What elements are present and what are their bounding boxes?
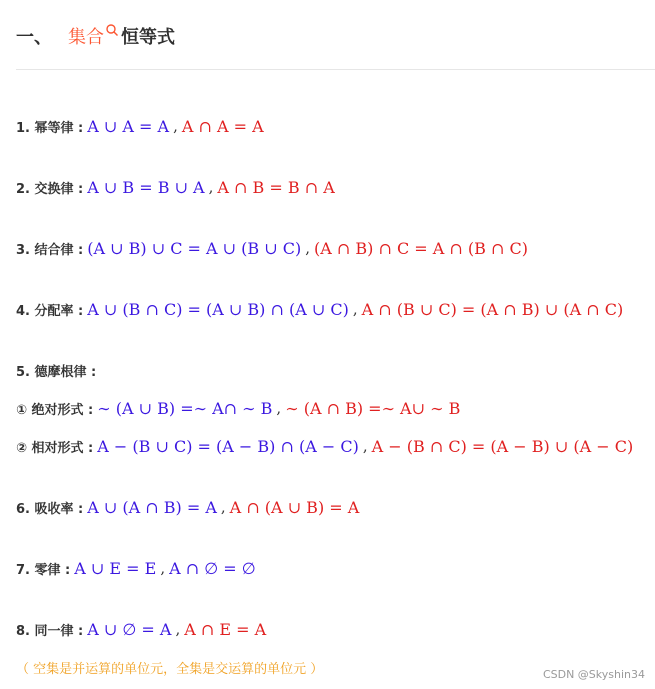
law-commutative	[16, 176, 335, 198]
heading-rest: 恒等式	[121, 27, 175, 48]
separator: ,	[352, 300, 358, 318]
union-formula: A − (B ∪ C) = (A − B) ∩ (A − C)	[97, 436, 359, 456]
separator: ,	[175, 620, 181, 638]
separator: ,	[208, 178, 214, 196]
section-heading	[16, 20, 175, 52]
identity-note: （ 空集是并运算的单位元，全集是交运算的单位元 ）	[16, 662, 324, 677]
separator: ,	[305, 239, 310, 257]
separator: ,	[362, 437, 368, 455]
heading-divider	[16, 69, 655, 70]
watermark: CSDN @Skyshin34	[542, 668, 645, 681]
law-label: 3. 结合律 :	[16, 242, 84, 258]
law-label: 4. 分配率 :	[16, 303, 84, 319]
keyword-link[interactable]: 集合	[68, 27, 104, 48]
de-morgan-absolute	[16, 397, 460, 419]
heading-number: 一、	[16, 27, 52, 48]
union-formula: A ∪ A = A	[87, 116, 170, 136]
union-formula: A ∪ E = E	[74, 558, 157, 578]
law-identity	[16, 618, 266, 640]
law-label: ② 相对形式 :	[16, 440, 94, 456]
intersection-formula: A ∩ B = B ∩ A	[217, 177, 335, 197]
separator: ,	[160, 559, 166, 577]
law-zero	[16, 557, 256, 579]
intersection-formula: A ∩ ∅ = ∅	[169, 558, 256, 578]
law-label: 5. 德摩根律 :	[16, 364, 97, 380]
intersection-formula: ∼ (A ∩ B) =∼ A∪ ∼ B	[285, 398, 461, 418]
separator: ,	[220, 498, 226, 516]
law-label: ① 绝对形式 :	[16, 402, 94, 418]
law-idempotent	[16, 115, 264, 137]
intersection-formula: A ∩ E = A	[184, 619, 267, 639]
law-de-morgan	[16, 359, 100, 381]
union-formula: A ∪ (B ∩ C) = (A ∪ B) ∩ (A ∪ C)	[87, 299, 349, 319]
union-formula: A ∪ (A ∩ B) = A	[87, 497, 217, 517]
law-distributive	[16, 298, 623, 320]
law-absorption	[16, 496, 359, 518]
union-formula: A ∪ ∅ = A	[87, 619, 172, 639]
separator: ,	[173, 117, 178, 135]
law-label: 1. 幂等律 :	[16, 120, 84, 136]
search-icon[interactable]	[105, 21, 119, 35]
separator: ,	[276, 399, 282, 417]
law-label: 8. 同一律 :	[16, 623, 84, 639]
union-formula: A ∪ B = B ∪ A	[87, 177, 205, 197]
union-formula: (A ∪ B) ∪ C = A ∪ (B ∪ C)	[87, 238, 302, 258]
intersection-formula: A − (B ∩ C) = (A − B) ∪ (A − C)	[371, 436, 634, 456]
intersection-formula: A ∩ (B ∪ C) = (A ∩ B) ∪ (A ∩ C)	[361, 299, 624, 319]
law-label: 7. 零律 :	[16, 562, 71, 578]
law-label: 2. 交换律 :	[16, 181, 84, 197]
intersection-formula: A ∩ A = A	[181, 116, 264, 136]
law-label: 6. 吸收率 :	[16, 501, 84, 517]
law-associative	[16, 237, 528, 259]
intersection-formula: (A ∩ B) ∩ C = A ∩ (B ∩ C)	[314, 238, 528, 258]
de-morgan-relative	[16, 435, 633, 457]
union-formula: ∼ (A ∪ B) =∼ A∩ ∼ B	[97, 398, 273, 418]
intersection-formula: A ∩ (A ∪ B) = A	[229, 497, 360, 517]
